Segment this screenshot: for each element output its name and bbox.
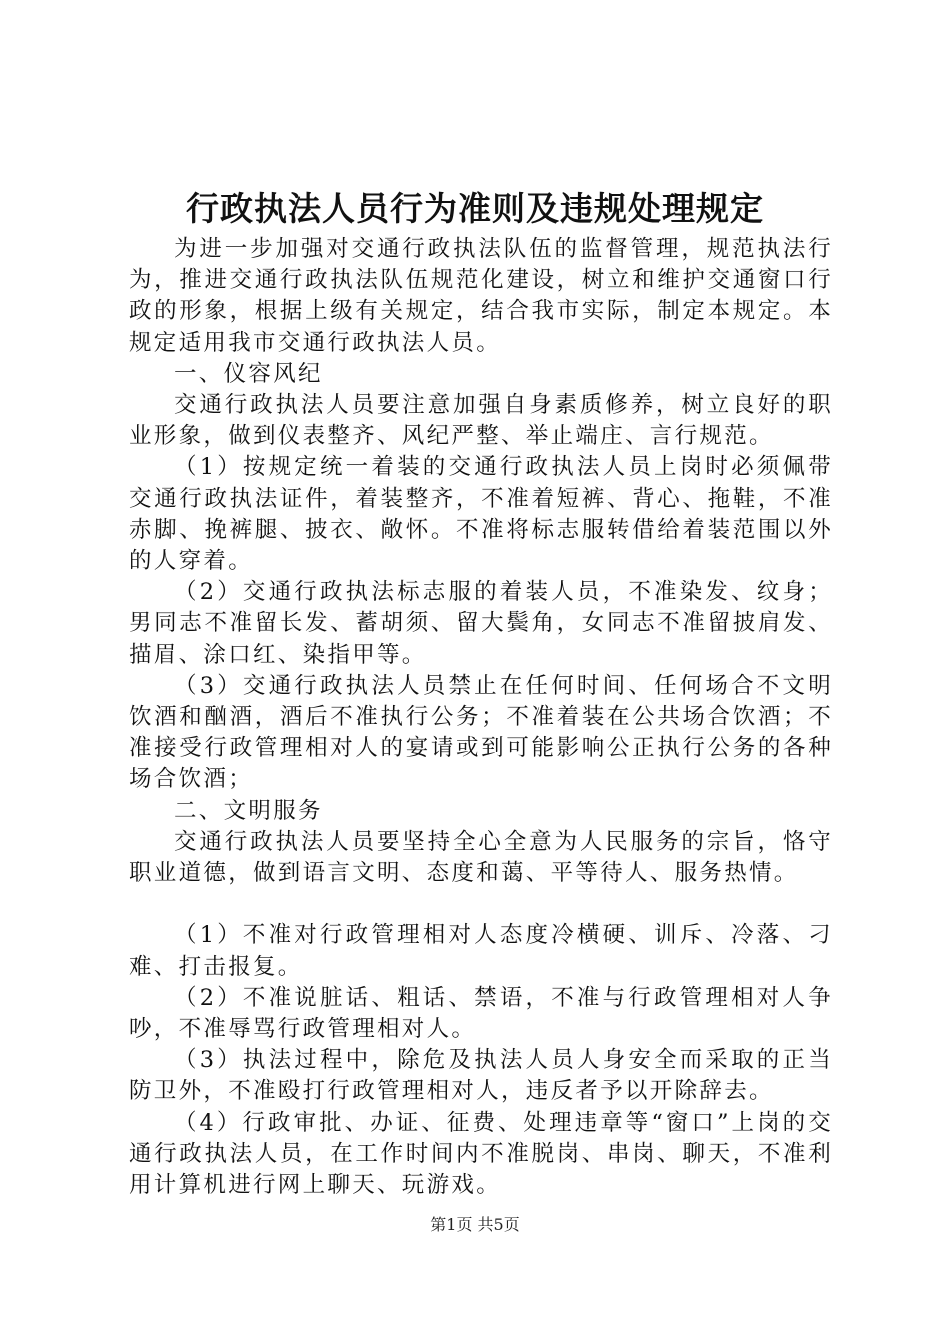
service-item-2: （2）不准说脏话、粗话、禁语，不准与行政管理相对人争吵，不准辱骂行政管理相对人。 [129, 984, 833, 1043]
appearance-item-3: （3）交通行政执法人员禁止在任何时间、任何场合不文明饮酒和酗酒，酒后不准执行公务；不准着装在公共场合饮酒；不准接受行政管理相对人的宴请或到可能影响公正执行公务的各种场合饮酒； [129, 672, 833, 793]
document-title: 行政执法人员行为准则及违规处理规定 [186, 189, 764, 228]
page-footer: 第1页 共5页 [430, 1215, 520, 1234]
section-heading-service: 二、文明服务 [174, 797, 323, 824]
section-service-intro: 交通行政执法人员要坚持全心全意为人民服务的宗旨，恪守职业道德，做到语言文明、态度和蔼、平等待人、服务热情。 [129, 828, 833, 887]
service-item-4: （4）行政审批、办证、征费、处理违章等“窗口”上岗的交通行政执法人员，在工作时间内不准脱岗、串岗、聊天，不准利用计算机进行网上聊天、玩游戏。 [129, 1109, 833, 1199]
section-heading-appearance: 一、仪容风纪 [174, 360, 323, 387]
service-item-3: （3）执法过程中，除危及执法人员人身安全而采取的正当防卫外，不准殴打行政管理相对人，违反者予以开除辞去。 [129, 1047, 833, 1105]
blank-line [129, 889, 833, 920]
section-appearance-intro: 交通行政执法人员要注意加强自身素质修养，树立良好的职业形象，做到仪表整齐、风纪严整、举止端庄、言行规范。 [129, 392, 833, 450]
document-body [129, 234, 833, 1201]
intro-paragraph: 为进一步加强对交通行政执法队伍的监督管理，规范执法行为，推进交通行政执法队伍规范化建设，树立和维护交通窗口行政的形象，根据上级有关规定，结合我市实际，制定本规定。本规定适用我市交通行政执法人员。 [129, 236, 833, 356]
appearance-item-1: （1）按规定统一着装的交通行政执法人员上岗时必须佩带交通行政执法证件，着装整齐，不准着短裤、背心、拖鞋，不准赤脚、挽裤腿、披衣、敞怀。不准将标志服转借给着装范围以外的人穿着。 [129, 454, 833, 575]
appearance-item-2: （2）交通行政执法标志服的着装人员，不准染发、纹身；男同志不准留长发、蓄胡须、留大鬓角，女同志不准留披肩发、描眉、涂口红、染指甲等。 [129, 579, 833, 668]
service-item-1: （1）不准对行政管理相对人态度冷横硬、训斥、冷落、刁难、打击报复。 [129, 922, 833, 980]
